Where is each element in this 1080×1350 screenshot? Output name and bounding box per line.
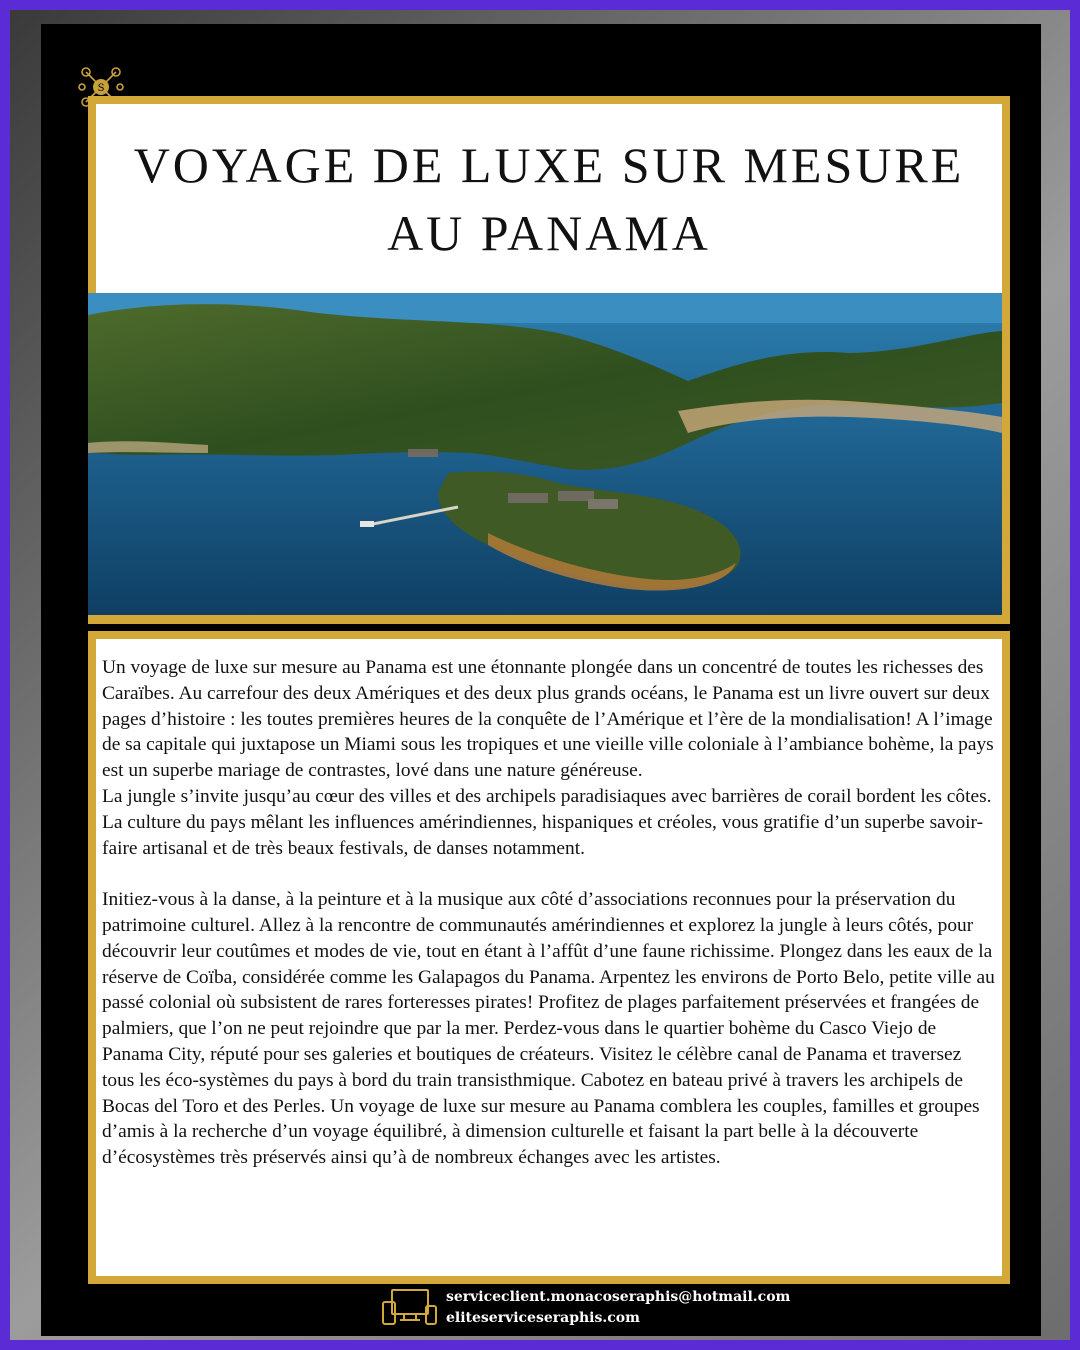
page-title-line-1: VOYAGE DE LUXE SUR MESURE xyxy=(133,136,965,193)
article-card xyxy=(88,631,1010,1284)
contact-email-link[interactable]: serviceclient.monacoseraphis@hotmail.com xyxy=(446,1289,791,1305)
article-paragraph-2: La jungle s’invite jusqu’au cœur des villes et des archipels paradisiaques avec barrières de corail bordent les côtes. La culture du pays mêlant les influences amérindiennes, hispaniques et créoles, vous gratifie d’un superbe savoir-faire artisanal et de très beaux festivals, de danses notamment. xyxy=(102,785,992,859)
island-aerial-photo xyxy=(88,293,1002,615)
paragraph-spacer xyxy=(102,861,996,887)
article-body xyxy=(96,639,1002,1276)
devices-icon xyxy=(382,1288,438,1328)
title-panel xyxy=(96,104,1002,293)
article-paragraph-1: Un voyage de luxe sur mesure au Panama est une étonnante plongée dans un concentré de toutes les richesses des Caraïbes. Au carrefour des deux Amériques et des deux plus grands océans, le Panama est un livre ouvert sur deux pages d’histoire : les toutes premières heures de la conquête de l’Amérique et l’ère de la mondialisation! A l’image de sa capitale qui juxtapose un Miami sous les tropiques et une vieille ville coloniale à l’ambiance bohème, la pays est un superbe mariage de contrastes, lové dans une nature généreuse. xyxy=(102,657,994,782)
contact-lines xyxy=(446,1287,790,1329)
contact-footer xyxy=(382,1286,790,1330)
logo-letter: S xyxy=(97,83,105,94)
title-card xyxy=(88,96,1010,624)
contact-website-link[interactable]: eliteserviceseraphis.com xyxy=(446,1310,640,1326)
page-title-line-2: AU PANAMA xyxy=(387,204,711,261)
article-paragraph-3: Initiez-vous à la danse, à la peinture et à la musique aux côté d’associations reconnues pour la préservation du patrimoine culturel. Allez à la rencontre de communautés amérindiennes et explorez la jungle à leurs côtés, pour découvrir leur coutûmes et modes de vie, tout en étant à l’affût d’une faune richissime. Plongez dans les eaux de la réserve de Coïba, considérée comme les Galapagos du Panama. Arpentez les environs de Porto Belo, petite ville au passé colonial où subsistent de rares forteresses pirates! Profitez de plages parfaitement préservées et frangées de palmiers, que l’on ne peut rejoindre que par la mer. Perdez-vous dans le quartier bohème du Casco Viejo de Panama City, réputé pour ses galeries et boutiques de créateurs. Visitez le célèbre canal de Panama et traversez tous les éco-systèmes du pays à bord du train transisthmique. Cabotez en bateau privé à travers les archipels de Bocas del Toro et des Perles. Un voyage de luxe sur mesure au Panama comblera les couples, familles et groupes d’amis à la recherche d’un voyage équilibré, à dimension culturelle et faisant la part belle à la découverte d’écosystèmes très préservés ainsi qu’à de nombreux échanges avec les artistes. xyxy=(102,889,995,1169)
